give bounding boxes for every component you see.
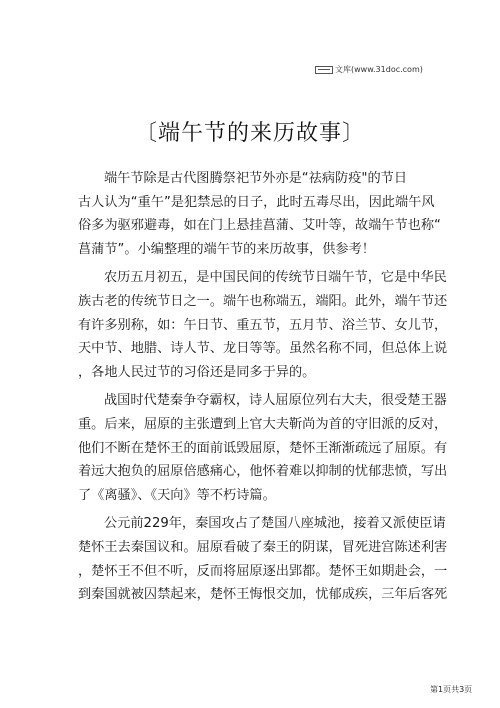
text-line: 到秦国就被囚禁起来，楚怀王悔恨交加，忧郁成疾，三年后客死 — [78, 587, 448, 603]
doc-logo-icon — [315, 66, 333, 74]
text-line: 他们不断在楚怀王的面前诋毁屈原，楚怀王渐渐疏远了屈原。有 — [78, 440, 448, 456]
text-line: 楚怀王去秦国议和。屈原看破了秦王的阴谋，冒死进宫陈述利害 — [78, 539, 448, 555]
text-line: 着远大抱负的屈原倍感痛心，他怀着难以抑制的忧郁悲愤，写出 — [78, 464, 448, 480]
site-header — [315, 64, 423, 75]
text-line: 菖蒲节”。小编整理的端午节的来历故事，供参考！ — [78, 241, 375, 257]
page-number: 第1页共3页 — [430, 685, 473, 694]
text-line: ，楚怀王不但不听，反而将屈原逐出郢都。楚怀王如期赴会，一 — [78, 563, 448, 579]
site-name: 文库(www.31doc.com) — [335, 65, 423, 74]
text-line: 有许多别称，如：午日节、重五节，五月节、浴兰节、女儿节， — [78, 317, 448, 333]
text-line: 族古老的传统节日之一。端午也称端五，端阳。此外，端午节还 — [78, 293, 448, 309]
text-line: 农历五月初五，是中国民间的传统节日端午节，它是中华民 — [104, 270, 447, 286]
text-line: 端午节除是古代图腾祭祀节外亦是“祛病防疫"的节日 — [104, 171, 408, 186]
text-line: ，各地人民过节的习俗还是同多于异的。 — [78, 364, 316, 380]
text-line: 重。后来，屈原的主张遭到上官大夫靳尚为首的守旧派的反对， — [78, 416, 448, 432]
paragraph — [78, 167, 441, 261]
text-line: 公元前229年，秦国攻占了楚国八座城池，接着又派使臣请 — [104, 516, 446, 532]
text-line: 了《离骚》、《天向》等不朽诗篇。 — [78, 487, 276, 503]
text-line: 古人认为“重午”是犯禁忌的日子，此时五毒尽出，因此端午风 — [78, 194, 435, 210]
page-title: 〔端午节的来历故事〕 — [134, 121, 365, 146]
text-line: 俗多为驱邪避毒，如在门上悬挂菖蒲、艾叶等，故端午节也称“ — [78, 218, 441, 234]
article-body — [78, 167, 448, 607]
paragraph — [78, 266, 448, 384]
text-line: 战国时代楚秦争夺霸权，诗人屈原位列右大夫，很受楚王器 — [104, 393, 447, 409]
paragraph — [78, 512, 448, 606]
paragraph — [78, 389, 448, 507]
text-line: 天中节、地腊、诗人节、龙日等等。虽然名称不同，但总体上说 — [78, 341, 448, 357]
